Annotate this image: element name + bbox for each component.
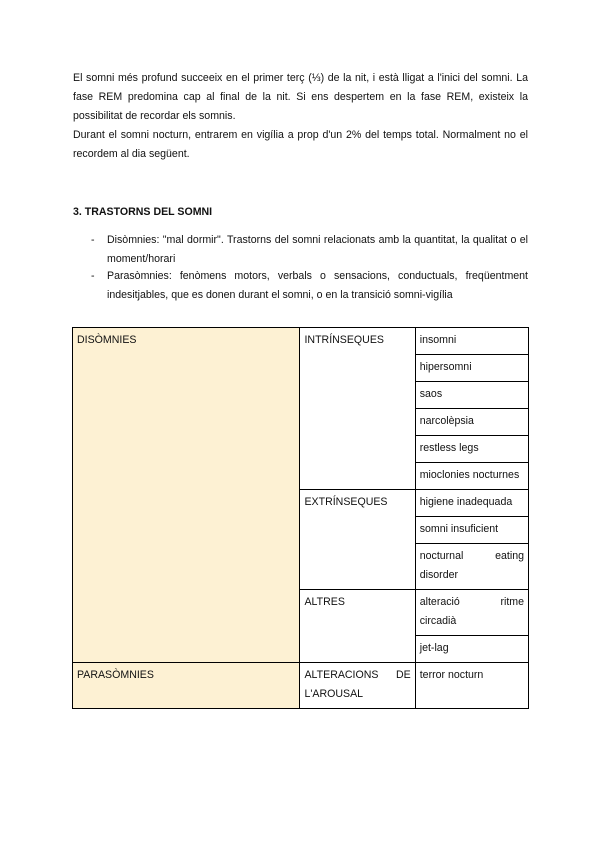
sleep-disorders-table bbox=[72, 327, 529, 709]
table-cell: terror nocturn bbox=[415, 663, 528, 709]
subcategory-arousal: ALTERACIONS DE L'AROUSAL bbox=[300, 663, 415, 709]
subcategory-extrinseques: EXTRÍNSEQUES bbox=[300, 490, 415, 590]
table-cell: narcolèpsia bbox=[415, 409, 528, 436]
table-cell: higiene inadequada bbox=[415, 490, 528, 517]
bullet-text: Parasòmnies: fenòmens motors, verbals o sensacions, conductuals, freqüentment indesitjables, que es donen durant el somni, o en la transició somni-vigília bbox=[107, 270, 528, 301]
table-cell: nocturnal eating disorder bbox=[415, 544, 528, 590]
table-cell: insomni bbox=[415, 328, 528, 355]
intro-paragraph-1 bbox=[73, 69, 528, 164]
intro-text-1: El somni més profund succeeix en el primer terç (⅓) de la nit, i està lligat a l'inici del somni. La fase REM predomina cap al final de la nit. Si ens despertem en la fase REM, existeix la possibilitat de recordar els somnis. bbox=[73, 72, 528, 122]
table-cell: alteració ritme circadià bbox=[415, 590, 528, 636]
category-disomnies: DISÒMNIES bbox=[73, 328, 300, 663]
section-heading: 3. TRASTORNS DEL SOMNI bbox=[73, 206, 213, 218]
bullet-parasomnies bbox=[91, 267, 528, 305]
table-row bbox=[73, 663, 529, 709]
table-cell: jet-lag bbox=[415, 636, 528, 663]
table-cell: hipersomni bbox=[415, 355, 528, 382]
subcategory-intrinseques: INTRÍNSEQUES bbox=[300, 328, 415, 490]
table-cell: restless legs bbox=[415, 436, 528, 463]
bullet-disomnies bbox=[91, 231, 528, 269]
subcategory-altres: ALTRES bbox=[300, 590, 415, 663]
table-row bbox=[73, 328, 529, 355]
bullet-dash: - bbox=[91, 270, 95, 282]
category-parasomnies: PARASÒMNIES bbox=[73, 663, 300, 709]
intro-text-2: Durant el somni nocturn, entrarem en vigília a prop d'un 2% del temps total. Normalment no el recordem al dia següent. bbox=[73, 129, 528, 160]
table-cell: mioclonies nocturnes bbox=[415, 463, 528, 490]
bullet-text: Disòmnies: "mal dormir". Trastorns del somni relacionats amb la quantitat, la qualitat o el moment/horari bbox=[107, 234, 528, 265]
bullet-dash: - bbox=[91, 234, 95, 246]
table-cell: saos bbox=[415, 382, 528, 409]
table-cell: somni insuficient bbox=[415, 517, 528, 544]
